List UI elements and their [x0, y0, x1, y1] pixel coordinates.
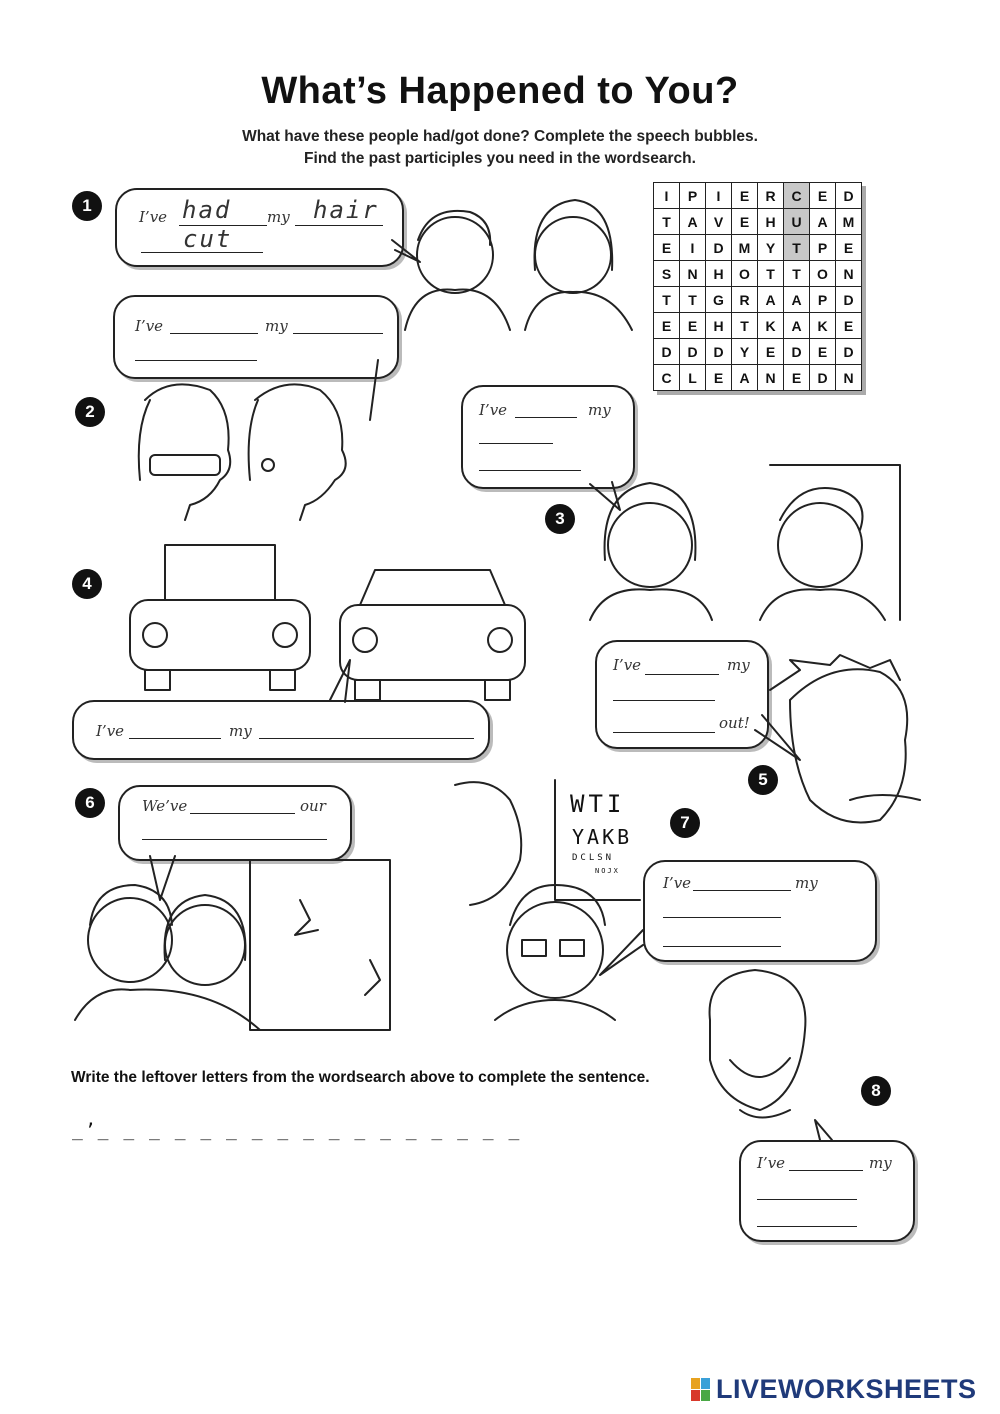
- wordsearch-cell[interactable]: D: [836, 287, 862, 313]
- wordsearch-cell[interactable]: N: [836, 365, 862, 391]
- wordsearch-cell[interactable]: T: [654, 287, 680, 313]
- wordsearch-cell[interactable]: K: [810, 313, 836, 339]
- exercise-number-6: 6: [75, 788, 105, 818]
- bubble-4-ive: I’ve: [96, 722, 125, 740]
- wordsearch-cell[interactable]: E: [810, 339, 836, 365]
- page-title: What’s Happened to You?: [261, 70, 739, 112]
- wordsearch-cell[interactable]: T: [758, 261, 784, 287]
- bubble-3-ive: I’ve: [479, 401, 508, 419]
- wordsearch-cell[interactable]: A: [758, 287, 784, 313]
- wordsearch-cell[interactable]: V: [706, 209, 732, 235]
- bubble-2-ive: I’ve: [135, 317, 164, 335]
- answer-field-1c[interactable]: cut: [183, 225, 233, 253]
- answer-field-1a[interactable]: had: [182, 196, 232, 224]
- wordsearch-cell[interactable]: H: [758, 209, 784, 235]
- bubble-6-weve: We’ve: [142, 797, 188, 815]
- wordsearch-cell[interactable]: N: [680, 261, 706, 287]
- instruction-line-2: Find the past participles you need in the wordsearch.: [304, 150, 696, 167]
- bubble-8-ive: I’ve: [757, 1154, 786, 1172]
- wordsearch-cell[interactable]: D: [784, 339, 810, 365]
- bubble-7-my: my: [795, 874, 818, 892]
- wordsearch-cell[interactable]: E: [680, 313, 706, 339]
- wordsearch-cell[interactable]: P: [810, 235, 836, 261]
- exercise-number-8: 8: [861, 1076, 891, 1106]
- leftover-answer-blanks[interactable]: _’_ _ _ _ _ _ _ _ _ _ _ _ _ _ _ _ _: [72, 1120, 522, 1141]
- wordsearch-cell[interactable]: I: [706, 183, 732, 209]
- wordsearch-cell[interactable]: D: [680, 339, 706, 365]
- wordsearch-cell[interactable]: H: [706, 313, 732, 339]
- wordsearch-cell[interactable]: E: [654, 313, 680, 339]
- bubble-2-my: my: [265, 317, 288, 335]
- bubble-5-ive: I’ve: [613, 656, 642, 674]
- scene-6-window: [75, 860, 390, 1030]
- wordsearch-cell[interactable]: N: [836, 261, 862, 287]
- wordsearch-cell[interactable]: T: [784, 235, 810, 261]
- scene-5-tooth: [770, 655, 920, 823]
- wordsearch-cell[interactable]: T: [680, 287, 706, 313]
- wordsearch-cell[interactable]: T: [654, 209, 680, 235]
- wordsearch-cell[interactable]: D: [706, 235, 732, 261]
- bubble-5-my: my: [727, 656, 750, 674]
- exercise-number-3: 3: [545, 504, 575, 534]
- answer-field-1b[interactable]: hair: [313, 196, 379, 224]
- wordsearch-cell[interactable]: D: [810, 365, 836, 391]
- eye-chart-row-2: YAKB: [572, 825, 633, 849]
- bubble-1-ive: I’ve: [139, 208, 168, 226]
- exercise-number-4: 4: [72, 569, 102, 599]
- wordsearch-cell[interactable]: C: [654, 365, 680, 391]
- wordsearch-cell[interactable]: A: [732, 365, 758, 391]
- wordsearch-cell[interactable]: E: [836, 313, 862, 339]
- wordsearch-cell[interactable]: L: [680, 365, 706, 391]
- scene-3-hair-dye: [590, 465, 900, 620]
- wordsearch-cell[interactable]: M: [732, 235, 758, 261]
- wordsearch-cell[interactable]: S: [654, 261, 680, 287]
- wordsearch-cell[interactable]: D: [836, 339, 862, 365]
- wordsearch-cell[interactable]: P: [810, 287, 836, 313]
- wordsearch-cell[interactable]: A: [680, 209, 706, 235]
- wordsearch-cell[interactable]: A: [784, 287, 810, 313]
- scene-1-haircut: [405, 200, 632, 330]
- exercise-number-7: 7: [670, 808, 700, 838]
- wordsearch-cell[interactable]: Y: [732, 339, 758, 365]
- wordsearch-cell[interactable]: M: [836, 209, 862, 235]
- wordsearch-cell[interactable]: D: [654, 339, 680, 365]
- wordsearch-cell[interactable]: D: [706, 339, 732, 365]
- exercise-number-5: 5: [748, 765, 778, 795]
- wordsearch-cell[interactable]: G: [706, 287, 732, 313]
- bubble-3-my: my: [588, 401, 611, 419]
- wordsearch-cell[interactable]: I: [680, 235, 706, 261]
- wordsearch-cell[interactable]: E: [810, 183, 836, 209]
- liveworksheets-logo-icon: [691, 1378, 711, 1402]
- wordsearch-cell[interactable]: E: [784, 365, 810, 391]
- liveworksheets-logo: LIVEWORKSHEETS: [716, 1374, 977, 1404]
- wordsearch-cell[interactable]: E: [732, 209, 758, 235]
- scene-2-piercing: [139, 384, 346, 520]
- exercise-number-1: 1: [72, 191, 102, 221]
- wordsearch-cell[interactable]: C: [784, 183, 810, 209]
- leftover-instruction: Write the leftover letters from the wordsearch above to complete the sentence.: [71, 1069, 650, 1086]
- scene-8-eyebrow: [710, 970, 806, 1118]
- bubble-4-my: my: [229, 722, 252, 740]
- wordsearch-cell[interactable]: A: [784, 313, 810, 339]
- wordsearch-cell[interactable]: E: [836, 235, 862, 261]
- wordsearch-cell[interactable]: E: [758, 339, 784, 365]
- bubble-6-our: our: [300, 797, 326, 815]
- wordsearch-cell[interactable]: I: [654, 183, 680, 209]
- wordsearch-cell[interactable]: N: [758, 365, 784, 391]
- wordsearch-cell[interactable]: T: [784, 261, 810, 287]
- wordsearch-cell[interactable]: T: [732, 313, 758, 339]
- wordsearch-cell[interactable]: O: [810, 261, 836, 287]
- wordsearch-cell[interactable]: D: [836, 183, 862, 209]
- wordsearch-cell[interactable]: P: [680, 183, 706, 209]
- bubble-1-my: my: [267, 208, 290, 226]
- wordsearch-cell[interactable]: A: [810, 209, 836, 235]
- wordsearch-cell[interactable]: K: [758, 313, 784, 339]
- wordsearch-cell[interactable]: Y: [758, 235, 784, 261]
- bubble-5-out: out!: [719, 714, 750, 732]
- scene-4-car-service: [130, 545, 525, 700]
- instruction-line-1: What have these people had/got done? Complete the speech bubbles.: [242, 128, 758, 145]
- wordsearch-cell[interactable]: E: [706, 365, 732, 391]
- wordsearch-cell[interactable]: E: [654, 235, 680, 261]
- wordsearch-cell[interactable]: O: [732, 261, 758, 287]
- eye-chart-row-4: NOJX: [595, 867, 620, 875]
- bubble-7-ive: I’ve: [663, 874, 692, 892]
- wordsearch-cell[interactable]: R: [758, 183, 784, 209]
- wordsearch-cell[interactable]: H: [706, 261, 732, 287]
- wordsearch-cell[interactable]: R: [732, 287, 758, 313]
- exercise-number-2: 2: [75, 397, 105, 427]
- eye-chart-row-3: DCLSN: [572, 853, 615, 863]
- wordsearch-cell[interactable]: E: [732, 183, 758, 209]
- wordsearch-cell[interactable]: U: [784, 209, 810, 235]
- eye-chart-row-1: WTI: [570, 790, 626, 818]
- bubble-8-my: my: [869, 1154, 892, 1172]
